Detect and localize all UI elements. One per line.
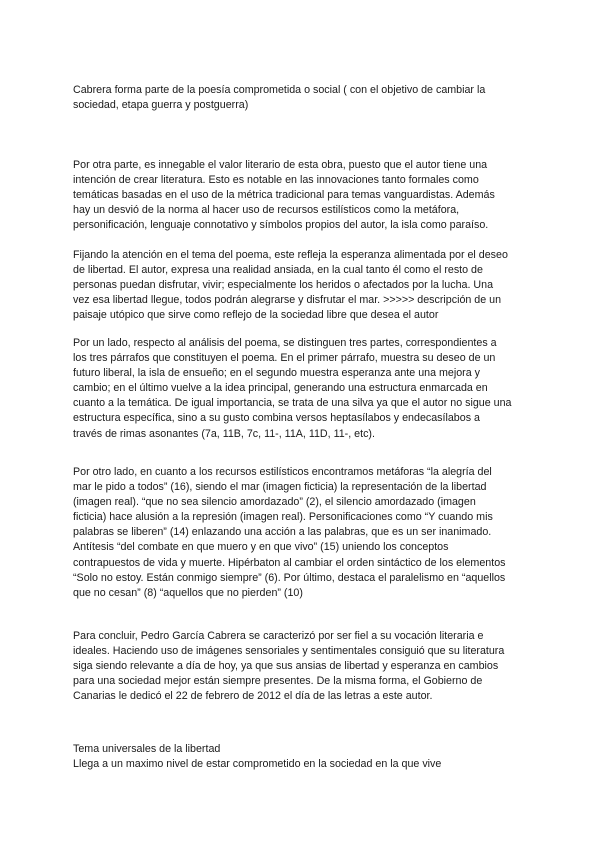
text-line: para una sociedad mejor están siempre presentes. De la misma forma, el Gobierno de [73,675,483,688]
paragraph-estructura [73,336,533,442]
text-line: (imagen real). “que no sea silencio amordazado” (2), el silencio amordazado (imagen [73,496,476,509]
text-line: paisaje utópico que sirve como reflejo de la sociedad libre que desea el autor [73,309,439,322]
text-line: ficticia) hace alusión a la represión (imagen real). Personificaciones como “Y cuando mis [73,511,493,524]
text-line: de libertad. El autor, expresa una realidad ansiada, en la cual tanto él como el resto de [73,264,483,277]
text-line: palabras se liberen” (14) enlazando una acción a las palabras, que es un ser inanimado. [73,526,492,539]
text-line: cuanto a la temática. De igual importancia, se trata de una silva ya que el autor no sigue una [73,397,512,410]
text-line: Llega a un maximo nivel de estar comprometido en la sociedad en la que vive [73,758,442,771]
text-line: estructura específica, sino a su gusto combina versos heptasílabos y endecasílabos a [73,412,480,425]
paragraph-intro [73,83,533,113]
text-line: través de rimas asonantes (7a, 11B, 7c, 11-, 11A, 11D, 11-, etc). [73,427,375,440]
text-line: sociedad, etapa guerra y postguerra) [73,99,249,112]
text-line: Por otra parte, es innegable el valor literario de esta obra, puesto que el autor tiene una [73,159,488,171]
text-line: siga siendo relevante a día de hoy, ya que sus ansias de libertad y esperanza en cambios [73,660,499,673]
paragraph-tema [73,248,533,323]
text-line: intención de crear literatura. Esto es notable en las innovaciones tanto formales como [73,174,479,187]
text-line: que no cesan” (8) “aquellos que no pierden” (10) [73,586,303,599]
text-line: Antítesis “del combate en que muero y en que vivo” (15) uniendo los conceptos [73,541,449,554]
text-line: temáticas basadas en el uso de la métrica tradicional para temas vanguardistas. Además [73,189,495,202]
text-line: contrapuestos de vida y muerte. Hipérbaton al cambiar el orden sintáctico de los elementos [73,556,506,569]
text-line: futuro liberal, la isla de ensueño; en el segundo muestra esperanza ante una mejora y [73,367,480,380]
text-line: Canarias le dedicó el 22 de febrero de 2012 el día de las letras a este autor. [73,690,433,703]
paragraph-recursos [73,465,533,601]
text-line: mar le pido a todos” (16), siendo el mar (imagen ficticia) la representación de la libertad [73,481,487,494]
paragraph-valor-literario [73,158,533,233]
text-line: personificación, lenguaje connotativo y símbolos propios del autor, la isla como paraíso. [73,219,489,232]
text-line: Tema universales de la libertad [73,743,221,755]
text-line: Por otro lado, en cuanto a los recursos estilísticos encontramos metáforas “la alegría del [73,466,492,478]
text-line: Para concluir, Pedro García Cabrera se caracterizó por ser fiel a su vocación literaria e [73,630,484,642]
text-line: ideales. Haciendo uso de imágenes sensoriales y sentimentales consiguió que su literatura [73,645,505,658]
text-line: personas puedan disfrutar, vivir; especialmente los heridos o afectados por la lucha. Una [73,279,494,292]
text-line: Por un lado, respecto al análisis del poema, se distinguen tres partes, correspondientes a [73,337,497,349]
paragraph-notas [73,742,533,772]
text-line: los tres párrafos que constituyen el poema. En el primer párrafo, muestra su deseo de un [73,352,496,365]
text-line: vez esa libertad llegue, todos podrán alegrarse y disfrutar el mar. >>>>> descripción de un [73,294,502,307]
paragraph-conclusion [73,629,533,704]
text-line: Fijando la atención en el tema del poema, este refleja la esperanza alimentada por el deseo [73,249,508,261]
text-line: “Solo no estoy. Están conmigo siempre” (6). Por último, destaca el paralelismo en “aquellos [73,571,506,584]
text-line: Cabrera forma parte de la poesía comprometida o social ( con el objetivo de cambiar la [73,84,486,96]
text-line: cambio; en el último vuelve a la idea principal, generando una estructura enmarcada en [73,382,488,395]
text-line: hay un desvió de la norma al hacer uso de recursos estilísticos como la metáfora, [73,204,460,217]
